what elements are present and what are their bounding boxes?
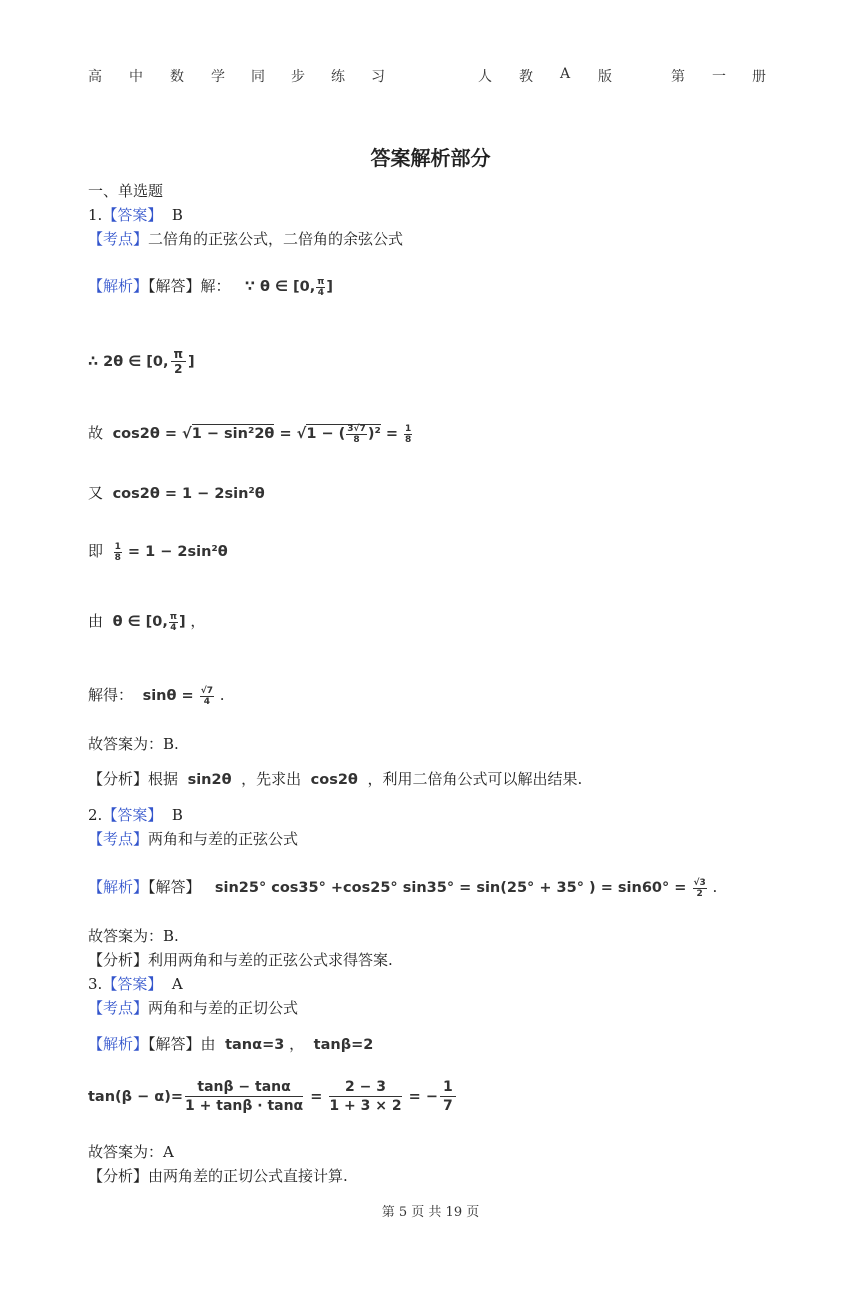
q3-jiexi-line — [88, 1033, 373, 1054]
q1-jiexi-tag: 【解析】 — [88, 277, 149, 295]
q1-fenxi-line — [88, 768, 582, 789]
q1-jieda: 【解答】解： — [148, 277, 231, 295]
q3-kaodian: 两角和与差的正切公式 — [148, 999, 299, 1017]
q3-conclusion: 故答案为：A — [88, 1143, 174, 1161]
header-char: 一 — [712, 69, 726, 85]
q3-answer-line — [88, 973, 183, 994]
q2-jiexi-tag: 【解析】 — [88, 878, 149, 896]
q1-jiexi-line — [88, 275, 333, 298]
q3-sep: ， — [289, 1035, 305, 1053]
header-char: 册 — [752, 69, 766, 85]
q1-answer: B — [171, 206, 183, 224]
q3-answer: A — [171, 975, 183, 993]
header-char: 第 — [671, 69, 685, 85]
formula: cos2θ = 1 − 2sin²θ — [112, 486, 265, 502]
q3-formula — [88, 1078, 458, 1115]
q3-answer-tag: 【答案】 — [102, 975, 163, 993]
q2-jieda: 【解答】 — [148, 878, 201, 896]
formula: cos2θ = √1 − sin²2θ = √1 − ( $\frac{3√7}{8}$ )² = $\frac{1}{8}$ — [112, 423, 412, 445]
q1-step-1 — [88, 347, 195, 376]
header-char: 中 — [129, 69, 143, 85]
q1-you2: 由 — [88, 612, 104, 630]
q1-comma: ， — [190, 612, 206, 630]
header-char: 练 — [331, 69, 345, 85]
q1-kaodian: 二倍角的正弦公式，二倍角的余弦公式 — [148, 230, 404, 248]
formula: ∴ 2θ ∈ [0, $\frac{\pi}{2}$ ] — [88, 347, 195, 376]
q2-conclusion: 故答案为：B. — [88, 927, 179, 945]
formula: sin2θ — [187, 772, 232, 788]
q3-kaodian-tag: 【考点】 — [88, 999, 149, 1017]
page-title: 答案解析部分 — [370, 146, 491, 170]
header-char: A — [560, 66, 571, 82]
q2-jiexi-line: 【解析】【解答】 sin25° cos35° +cos25° sin35° = sin(25° + 35° ) = sin60° = $\frac{√3}{2}$ . — [88, 877, 718, 899]
q1-fenxi-a: 【分析】根据 — [88, 770, 179, 788]
header-char: 教 — [519, 69, 533, 85]
q2-kaodian-tag: 【考点】 — [88, 830, 149, 848]
q1-number: 1. — [88, 206, 103, 224]
q2-kaodian-line — [88, 828, 298, 849]
header-char: 学 — [211, 69, 225, 85]
q3-fenxi: 【分析】由两角差的正切公式直接计算. — [88, 1167, 348, 1185]
formula: cos2θ — [310, 772, 358, 788]
formula: θ ∈ [0, $\frac{\pi}{4}$ ] — [112, 611, 186, 633]
q1-you: 又 — [88, 484, 104, 502]
header-char: 习 — [371, 69, 385, 85]
q3-kaodian-line — [88, 997, 298, 1018]
q2-fenxi: 【分析】利用两角和与差的正弦公式求得答案. — [88, 951, 393, 969]
q2-answer: B — [171, 806, 183, 824]
formula: sinθ = $\frac{√7}{4}$ — [142, 685, 213, 707]
section-heading: 一、单选题 — [88, 182, 164, 200]
formula: tanβ=2 — [313, 1037, 374, 1053]
header-char: 高 — [88, 69, 102, 85]
q1-answer-line — [88, 204, 183, 225]
q1-fenxi-b: ，先求出 — [241, 770, 302, 788]
q1-jiede: 解得： — [88, 686, 134, 704]
q1-kaodian-tag: 【考点】 — [88, 230, 149, 248]
q1-fenxi-c: ，利用二倍角公式可以解出结果. — [367, 770, 583, 788]
header-char: 同 — [251, 69, 265, 85]
q3-jiexi-tag: 【解析】 — [88, 1035, 149, 1053]
formula: $\frac{1}{8}$ = 1 − 2sin²θ — [114, 541, 228, 563]
q3-number: 3. — [88, 975, 103, 993]
q1-gu: 故 — [88, 424, 104, 442]
q1-conclusion: 故答案为：B. — [88, 735, 179, 753]
formula: tanα=3 — [225, 1037, 285, 1053]
q1-kaodian-line — [88, 228, 403, 249]
formula: ∵ θ ∈ [0, $\frac{\pi}{4}$ ] — [244, 276, 334, 298]
q1-step-4 — [88, 540, 228, 563]
q2-number: 2. — [88, 806, 103, 824]
q2-answer-tag: 【答案】 — [102, 806, 163, 824]
header-char: 版 — [598, 69, 612, 85]
q2-kaodian: 两角和与差的正弦公式 — [148, 830, 299, 848]
header-char: 步 — [291, 69, 305, 85]
formula: sin25° cos35° +cos25° sin35° = sin(25° + 35° ) = sin60° = $\frac{√3}{2}$ — [214, 877, 706, 899]
q1-period: . — [219, 686, 225, 704]
q1-answer-tag: 【答案】 — [102, 206, 163, 224]
page-footer: 第 5 页 共 19 页 — [381, 1205, 480, 1220]
q1-step-5 — [88, 610, 205, 633]
q1-step-6 — [88, 684, 225, 707]
header-char: 数 — [170, 69, 184, 85]
formula: tan(β − α)= $\frac{\tan\beta - \tan\alpha}{1 + \tan\beta \cdot \tan\alpha}$ = $\frac{2 - 3}{1 + 3 \times 2}$ = − $\frac{1}{7}$ — [88, 1089, 458, 1105]
header-char: 人 — [478, 69, 492, 85]
q1-step-2 — [88, 422, 413, 445]
q1-ji: 即 — [88, 542, 104, 560]
q1-step-3 — [88, 482, 265, 503]
q2-answer-line — [88, 804, 183, 825]
q3-jieda: 【解答】由 — [148, 1035, 216, 1053]
